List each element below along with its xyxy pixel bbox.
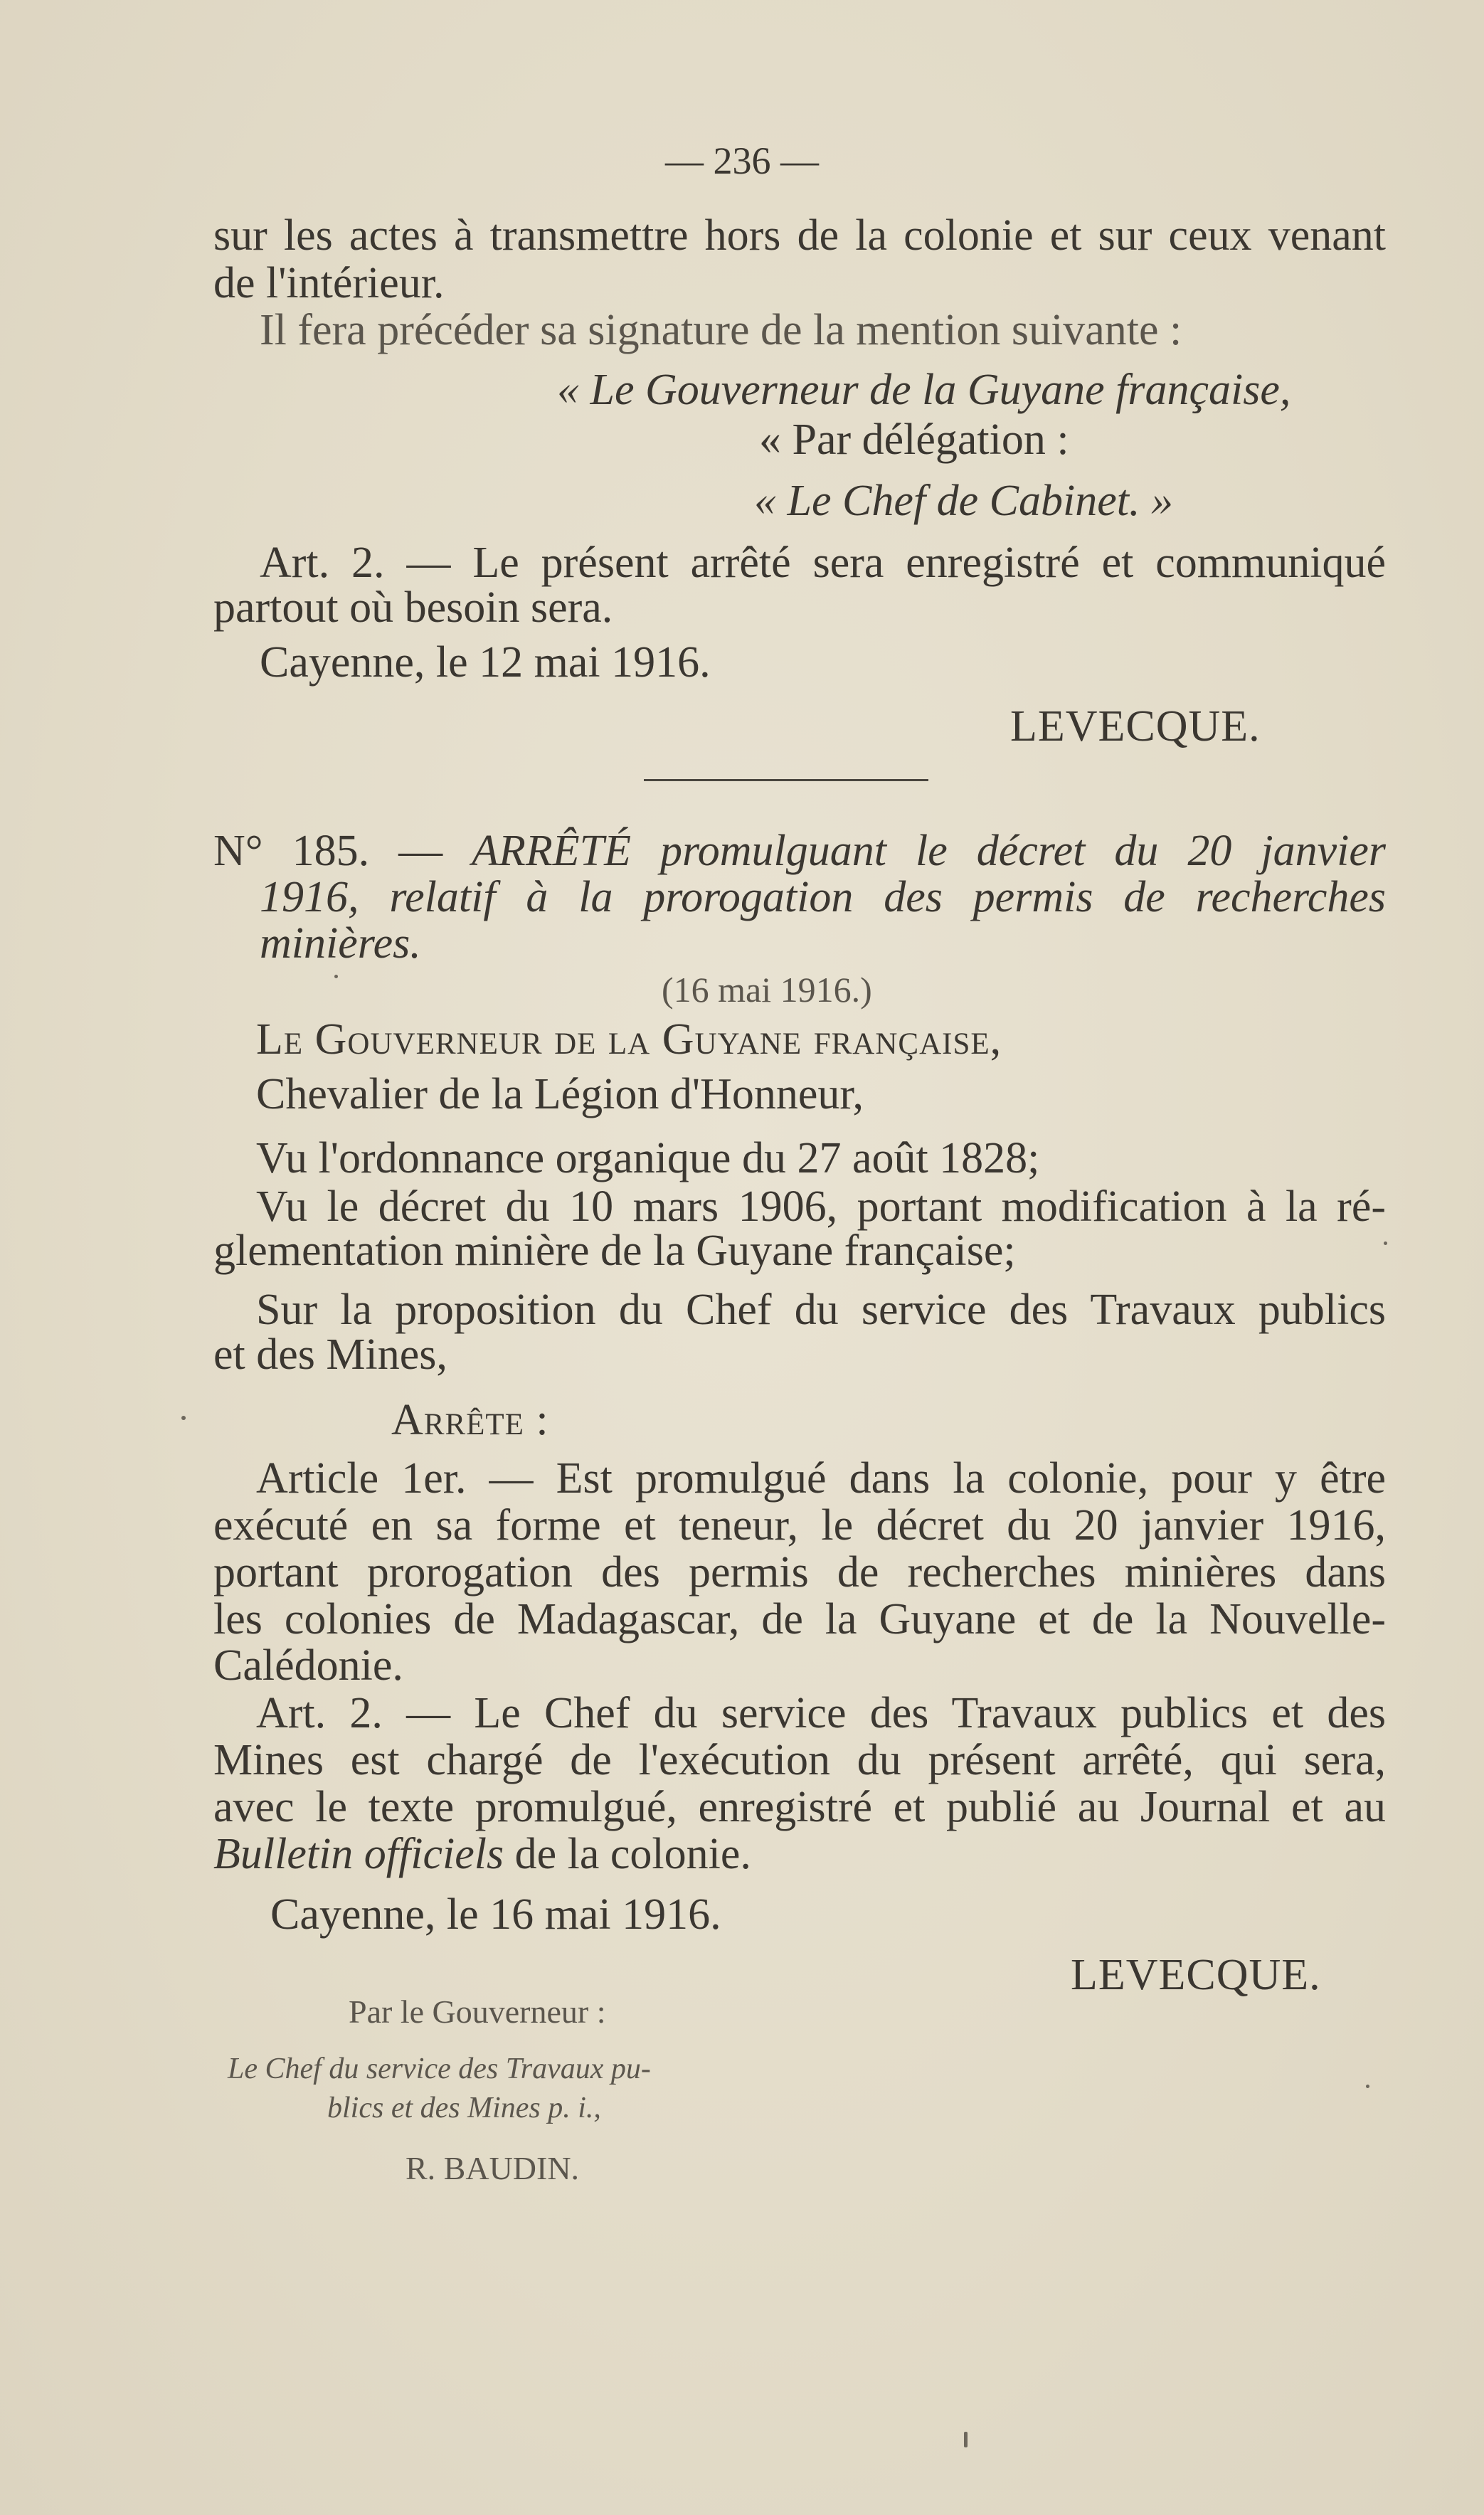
decree-title-line: minières. — [260, 919, 421, 968]
article-2-line: Art. 2. — Le Chef du service des Travaux publics et des — [256, 1689, 1386, 1737]
article-1-line: Calédonie. — [213, 1641, 403, 1690]
par-le-gouverneur: Par le Gouverneur : — [349, 1994, 606, 2030]
article-1-line: portant prorogation des permis de recherches minières dans — [213, 1548, 1386, 1597]
signature: LEVECQUE. — [1071, 1951, 1321, 1999]
bulletin-officiels: Bulletin officiels — [213, 1830, 504, 1878]
article-2-line — [213, 1828, 751, 1880]
article-1-line: les colonies de Madagascar, de la Guyane et de la Nouvelle- — [213, 1595, 1386, 1643]
article-2-line: Art. 2. — Le présent arrêté sera enregistré et communiqué — [260, 539, 1386, 587]
vu-line: Vu l'ordonnance organique du 27 août 1828; — [256, 1134, 1040, 1182]
decree-title: ARRÊTÉ promulguant le décret du 20 janvier — [472, 827, 1387, 875]
governor-line: Le Gouverneur de la Guyane française, — [256, 1015, 1002, 1064]
decree-date: (16 mai 1916.) — [662, 970, 872, 1010]
arrete-heading: Arrête : — [391, 1396, 549, 1444]
separator-rule — [644, 779, 928, 781]
mention-delegation: « Par délégation : — [759, 415, 1069, 464]
paper-speck — [334, 975, 338, 978]
page-number: — 236 — — [665, 139, 819, 182]
chevalier-line: Chevalier de la Légion d'Honneur, — [256, 1070, 864, 1118]
baudin-signature: R. BAUDIN. — [406, 2150, 580, 2186]
paper-speck — [1366, 2085, 1369, 2088]
paragraph-line: sur les actes à transmettre hors de la colonie et sur ceux venant — [213, 211, 1386, 260]
article-1-line: Article 1er. — Est promulgué dans la colonie, pour y être — [256, 1454, 1386, 1503]
proposition-line: Sur la proposition du Chef du service des Travaux publics — [256, 1286, 1386, 1334]
paragraph-line: Il fera précéder sa signature de la mention suivante : — [260, 306, 1182, 354]
article-2-tail: de la colonie. — [504, 1830, 751, 1878]
vu-line: Vu le décret du 10 mars 1906, portant modification à la ré- — [256, 1182, 1386, 1231]
vu-line: glementation minière de la Guyane française; — [213, 1227, 1016, 1275]
paper-speck — [181, 1416, 186, 1420]
proposition-line: et des Mines, — [213, 1330, 447, 1379]
article-2-line: avec le texte promulgué, enregistré et publié au Journal et au — [213, 1783, 1386, 1831]
decree-title-line: 1916, relatif à la prorogation des permis de recherches — [260, 873, 1386, 921]
paper-speck — [964, 2432, 968, 2447]
article-1-line: exécuté en sa forme et teneur, le décret du 20 janvier 1916, — [213, 1501, 1386, 1550]
mention-chef-cabinet: « Le Chef de Cabinet. » — [754, 477, 1173, 525]
chef-service-line: blics et des Mines p. i., — [327, 2092, 601, 2124]
chef-service-line: Le Chef du service des Travaux pu- — [228, 2053, 651, 2085]
decree-number: N° 185. — — [213, 827, 443, 875]
decree-title-line — [213, 825, 1386, 877]
article-2-line: partout où besoin sera. — [213, 583, 613, 632]
date-line: Cayenne, le 16 mai 1916. — [270, 1890, 721, 1939]
signature: LEVECQUE. — [1010, 702, 1261, 751]
paper-speck — [1384, 1241, 1387, 1245]
mention-governor: « Le Gouverneur de la Guyane française, — [557, 366, 1291, 414]
paragraph-line: de l'intérieur. — [213, 259, 445, 307]
article-2-line: Mines est chargé de l'exécution du présent arrêté, qui sera, — [213, 1736, 1386, 1784]
date-line: Cayenne, le 12 mai 1916. — [260, 638, 711, 687]
